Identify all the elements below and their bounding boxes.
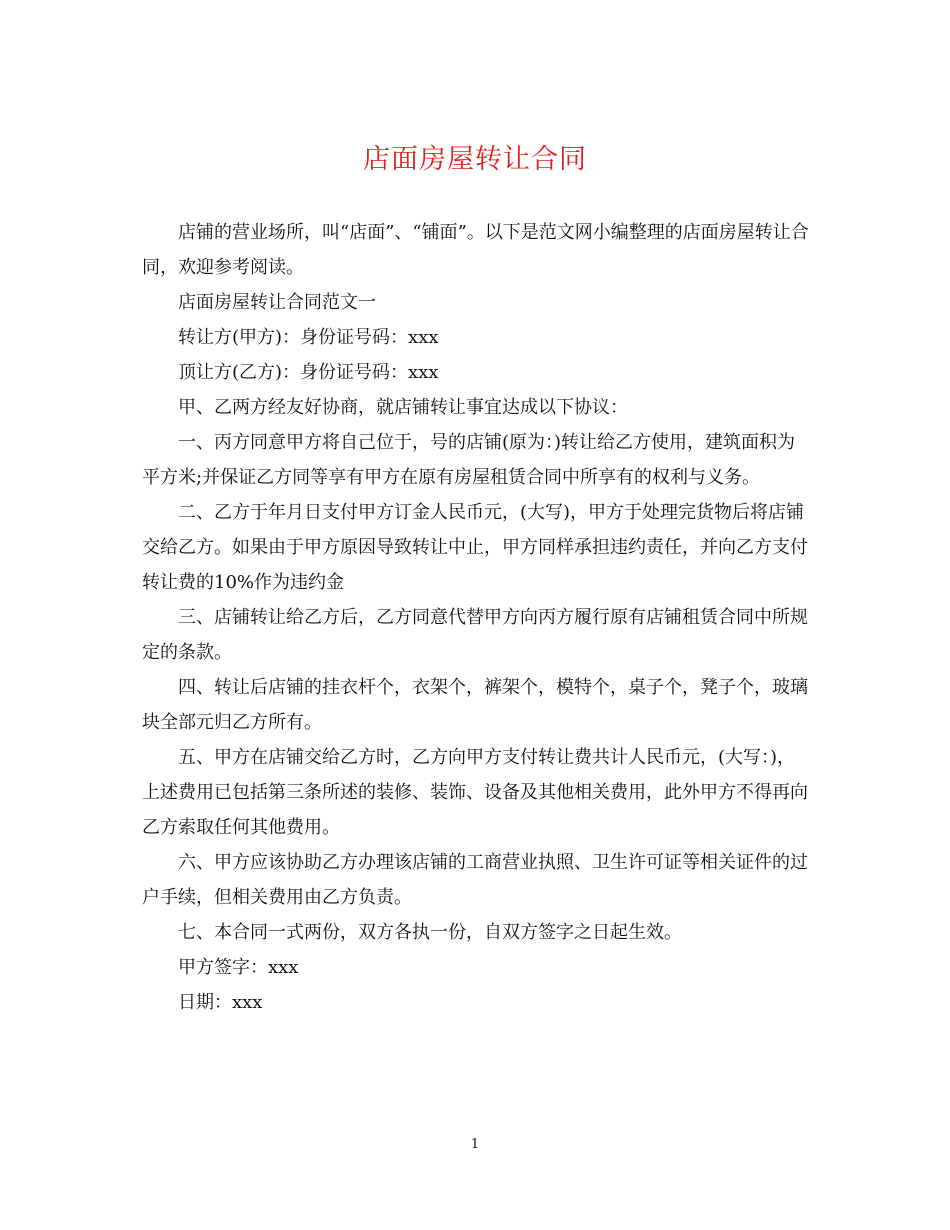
paragraph-agreement-intro: 甲、乙两方经友好协商，就店铺转让事宜达成以下协议： bbox=[178, 397, 628, 418]
document-title: 店面房屋转让合同 bbox=[363, 144, 587, 175]
paragraph-clause-5: 五、甲方在店铺交给乙方时，乙方向甲方支付转让费共计人民币元，(大写：)，上述费用已包括第三条所述的装修、装饰、设备及其他相关费用，此外甲方不得再向乙方索取任何其他费用。 bbox=[142, 747, 808, 838]
paragraph-clause-3: 三、店铺转让给乙方后，乙方同意代替甲方向丙方履行原有店铺租赁合同中所规定的条款。 bbox=[142, 607, 808, 663]
paragraph-clause-6: 六、甲方应该协助乙方办理该店铺的工商营业执照、卫生许可证等相关证件的过户手续，但相关费用由乙方负责。 bbox=[142, 852, 808, 908]
paragraph-clause-4: 四、转让后店铺的挂衣杆个，衣架个，裤架个，模特个，桌子个，凳子个，玻璃块全部元归乙方所有。 bbox=[142, 677, 808, 733]
paragraph-clause-1: 一、丙方同意甲方将自己位于，号的店铺(原为：)转让给乙方使用，建筑面积为平方米;并保证乙方同等享有甲方在原有房屋租赁合同中所享有的权利与义务。 bbox=[142, 432, 796, 488]
document-body bbox=[142, 215, 812, 1020]
paragraph-clause-2: 二、乙方于年月日支付甲方订金人民币元，(大写)，甲方于处理完货物后将店铺交给乙方。如果由于甲方原因导致转让中止，甲方同样承担违约责任，并向乙方支付转让费的10%作为违约金 bbox=[142, 502, 808, 593]
paragraph-sample-heading: 店面房屋转让合同范文一 bbox=[178, 292, 376, 313]
paragraph-clause-7: 七、本合同一式两份，双方各执一份，自双方签字之日起生效。 bbox=[178, 922, 682, 943]
page-number: 1 bbox=[470, 1137, 480, 1152]
paragraph-transferee: 顶让方(乙方)：身份证号码：xxx bbox=[178, 362, 439, 383]
paragraph-party-a-signature: 甲方签字：xxx bbox=[178, 957, 299, 978]
paragraph-intro: 店铺的营业场所，叫“店面”、“铺面”。以下是范文网小编整理的店面房屋转让合同，欢迎参考阅读。 bbox=[142, 222, 809, 278]
paragraph-date: 日期：xxx bbox=[178, 992, 263, 1013]
paragraph-transferor: 转让方(甲方)：身份证号码：xxx bbox=[178, 327, 439, 348]
